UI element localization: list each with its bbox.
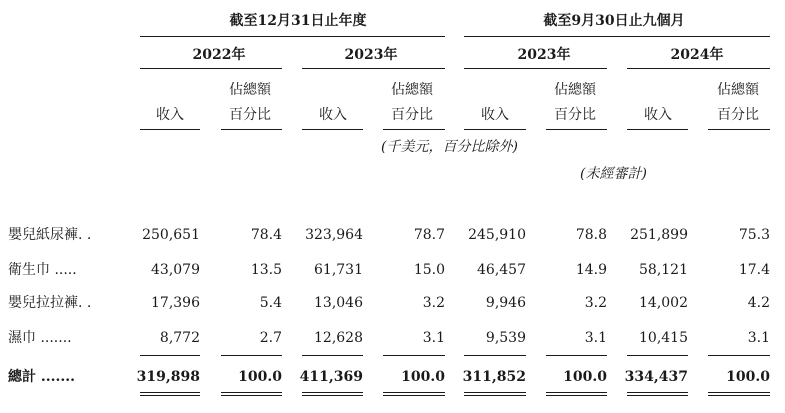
col-revenue: 收入 xyxy=(481,107,509,123)
subtotal-rule xyxy=(464,355,526,356)
table-cell: 75.3 xyxy=(738,227,770,243)
col-rule xyxy=(302,129,363,130)
year-rule-2023-nine-months xyxy=(464,68,607,69)
col-rule xyxy=(627,129,688,130)
total-double-rule xyxy=(302,395,363,396)
subtotal-rule xyxy=(708,355,770,356)
total-cell: 100.0 xyxy=(563,369,607,385)
col-pct-line2: 百分比 xyxy=(391,107,433,123)
subtotal-rule xyxy=(140,355,200,356)
table-cell: 14,002 xyxy=(639,295,688,311)
table-cell: 251,899 xyxy=(630,227,688,243)
year-rule-2022 xyxy=(140,68,282,69)
year-header-2023-annual: 2023年 xyxy=(344,47,398,63)
col-pct-line1: 佔總額 xyxy=(717,82,759,98)
table-cell: 61,731 xyxy=(314,262,363,278)
year-rule-2024 xyxy=(627,68,770,69)
total-double-rule xyxy=(302,392,363,393)
table-cell: 9,539 xyxy=(485,330,526,346)
row-label-sanitary-napkins: 衛生巾 ..... xyxy=(8,262,77,278)
table-cell: 4.2 xyxy=(747,295,770,311)
total-double-rule xyxy=(383,395,445,396)
total-cell: 100.0 xyxy=(401,369,445,385)
table-cell: 3.2 xyxy=(422,295,445,311)
table-cell: 13.5 xyxy=(250,262,282,278)
table-cell: 78.7 xyxy=(413,227,445,243)
period-rule-nine-months xyxy=(464,36,770,37)
table-cell: 245,910 xyxy=(468,227,526,243)
col-rule xyxy=(546,129,607,130)
period-header-nine-months: 截至9月30日止九個月 xyxy=(543,13,685,29)
table-cell: 3.1 xyxy=(747,330,770,346)
total-double-rule xyxy=(546,395,607,396)
row-label-wet-wipes: 濕巾 ....... xyxy=(8,330,72,346)
col-pct-line1: 佔總額 xyxy=(229,82,271,98)
row-label-total: 總計 ....... xyxy=(8,369,75,385)
table-cell: 5.4 xyxy=(259,295,282,311)
total-double-rule xyxy=(221,395,282,396)
unaudited-note: (未經審計) xyxy=(580,166,647,182)
table-cell: 17,396 xyxy=(151,295,200,311)
col-revenue: 收入 xyxy=(319,107,347,123)
total-cell: 411,369 xyxy=(299,369,363,385)
total-cell: 100.0 xyxy=(238,369,282,385)
total-double-rule xyxy=(708,395,770,396)
total-double-rule xyxy=(627,395,688,396)
subtotal-rule xyxy=(546,355,607,356)
table-cell: 17.4 xyxy=(738,262,770,278)
subtotal-rule xyxy=(302,355,363,356)
period-rule-annual xyxy=(140,36,445,37)
table-cell: 78.8 xyxy=(575,227,607,243)
table-cell: 3.1 xyxy=(584,330,607,346)
subtotal-rule xyxy=(627,355,688,356)
total-cell: 311,852 xyxy=(462,369,526,385)
table-cell: 14.9 xyxy=(575,262,607,278)
col-rule xyxy=(140,129,200,130)
total-double-rule xyxy=(464,395,526,396)
subtotal-rule xyxy=(221,355,282,356)
total-cell: 319,898 xyxy=(136,369,200,385)
total-cell: 334,437 xyxy=(624,369,688,385)
year-header-2023-nine-months: 2023年 xyxy=(517,47,571,63)
total-double-rule xyxy=(708,392,770,393)
table-cell: 13,046 xyxy=(314,295,363,311)
table-cell: 43,079 xyxy=(151,262,200,278)
total-double-rule xyxy=(546,392,607,393)
col-pct-line2: 百分比 xyxy=(717,107,759,123)
year-header-2022: 2022年 xyxy=(192,47,246,63)
col-pct-line1: 佔總額 xyxy=(391,82,433,98)
total-double-rule xyxy=(627,392,688,393)
table-cell: 323,964 xyxy=(305,227,363,243)
total-double-rule xyxy=(140,395,200,396)
table-cell: 8,772 xyxy=(159,330,200,346)
total-double-rule xyxy=(221,392,282,393)
col-rule xyxy=(221,129,282,130)
row-label-baby-pull-ups: 嬰兒拉拉褲. . xyxy=(8,295,92,311)
total-double-rule xyxy=(464,392,526,393)
col-rule xyxy=(708,129,770,130)
table-cell: 12,628 xyxy=(314,330,363,346)
table-cell: 3.1 xyxy=(422,330,445,346)
year-rule-2023-annual xyxy=(302,68,445,69)
col-rule xyxy=(464,129,526,130)
unit-note: (千美元，百分比除外) xyxy=(381,139,518,155)
col-revenue: 收入 xyxy=(644,107,672,123)
table-cell: 58,121 xyxy=(639,262,688,278)
row-label-baby-diapers: 嬰兒紙尿褲. . xyxy=(8,227,92,243)
col-pct-line2: 百分比 xyxy=(554,107,596,123)
table-cell: 46,457 xyxy=(477,262,526,278)
period-header-annual: 截至12月31日止年度 xyxy=(229,13,367,29)
col-pct-line1: 佔總額 xyxy=(554,82,596,98)
total-double-rule xyxy=(140,392,200,393)
subtotal-rule xyxy=(383,355,445,356)
total-cell: 100.0 xyxy=(726,369,770,385)
table-cell: 15.0 xyxy=(413,262,445,278)
table-cell: 78.4 xyxy=(250,227,282,243)
table-cell: 2.7 xyxy=(259,330,282,346)
col-revenue: 收入 xyxy=(156,107,184,123)
table-cell: 250,651 xyxy=(142,227,200,243)
col-rule xyxy=(383,129,445,130)
table-cell: 3.2 xyxy=(584,295,607,311)
year-header-2024: 2024年 xyxy=(670,47,724,63)
table-cell: 10,415 xyxy=(639,330,688,346)
total-double-rule xyxy=(383,392,445,393)
col-pct-line2: 百分比 xyxy=(229,107,271,123)
table-cell: 9,946 xyxy=(485,295,526,311)
